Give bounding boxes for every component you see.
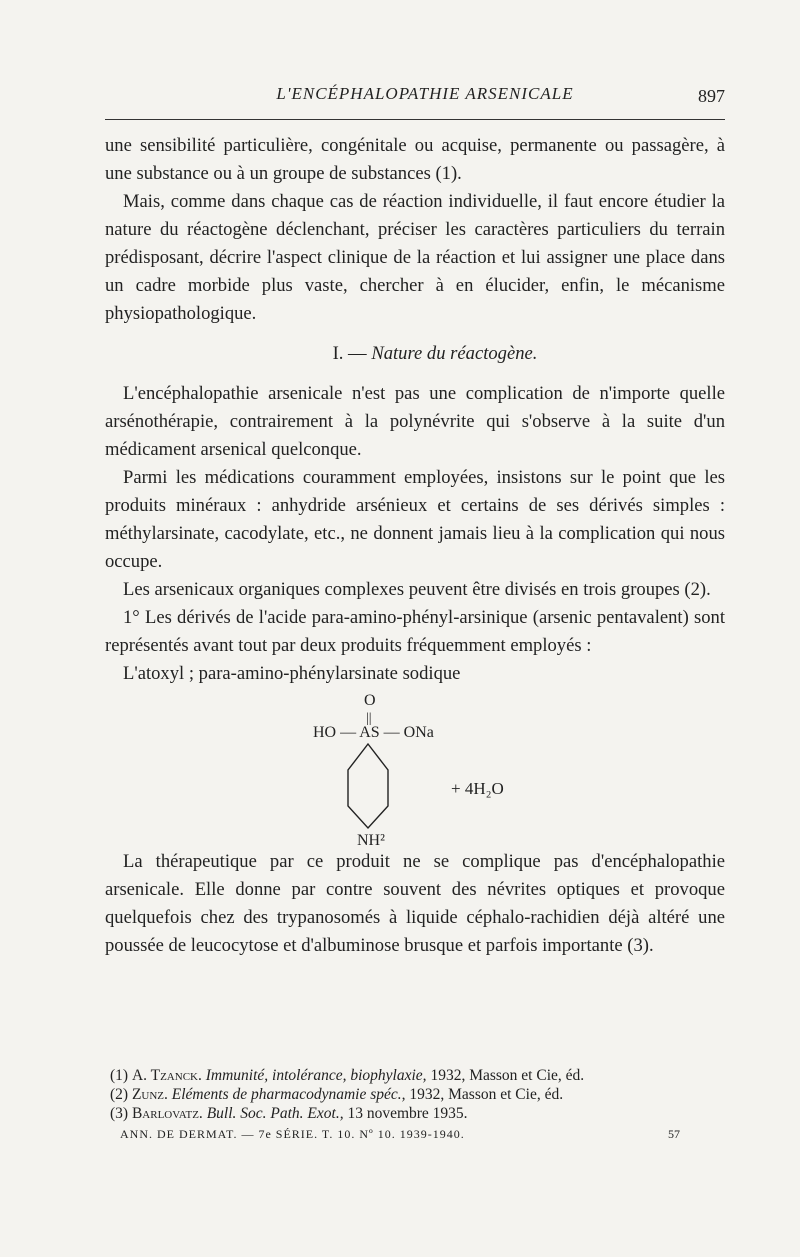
page-number: 897 xyxy=(698,86,725,106)
paragraph: Les arsenicaux organiques complexes peuvent être divisés en trois groupes (2). xyxy=(123,579,711,600)
paragraph: L'atoxyl ; para-amino-phénylarsinate sodique xyxy=(123,663,461,684)
paragraph: L'encéphalopathie arsenicale n'est pas une complication de n'importe quelle arsénothérapie, contrairement à la polynévrite qui s'observe à la suite d'un médicament arsenical quelconque. xyxy=(105,383,725,460)
formula-oxygen: O xyxy=(364,692,376,709)
body-text xyxy=(105,132,725,960)
paragraph: La thérapeutique par ce produit ne se complique pas d'encéphalopathie arsenicale. Elle donne par contre souvent des névrites optiques et provoque quelquefois chez des trypanosomés à liquide céphalo-rachidien déjà altéré une poussée de leucocytose et d'albuminose brusque et parfois importante (3). xyxy=(105,851,725,956)
formula-main-line: HO — AS — ONa xyxy=(313,724,434,741)
paragraph: Parmi les médications couramment employées, insistons sur le point que les produits minéraux : anhydride arsénieux et certains de ses dérivés simples : méthylarsinate, cacodylate, etc., ne donnent jamais lieu à la complication qui nous occupe. xyxy=(105,467,725,572)
header-rule xyxy=(105,119,725,120)
paragraph: Mais, comme dans chaque cas de réaction individuelle, il faut encore étudier la nature du réactogène déclenchant, préciser les caractères particuliers du terrain prédisposant, décrire l'aspect clinique de la réaction et lui assigner une place dans un cadre morbide plus vaste, chercher à en élucider, enfin, le mécanisme physiopathologique. xyxy=(105,191,725,324)
section-title: Nature du réactogène. xyxy=(371,343,538,364)
chemical-formula xyxy=(105,688,725,848)
page-header xyxy=(105,84,725,110)
running-title: L'ENCÉPHALOPATHIE ARSENICALE xyxy=(276,84,574,103)
paragraph-continued: une sensibilité particulière, congénitale ou acquise, permanente ou passagère, à une substance ou à un groupe de substances (1). xyxy=(105,135,725,184)
formula-amine: NH² xyxy=(357,832,385,849)
section-heading xyxy=(105,340,725,368)
footnote: (1) A. Tzanck. Immunité, intolérance, biophylaxie, 1932, Masson et Cie, éd. xyxy=(110,1067,585,1084)
formula-double-bond: || xyxy=(366,711,372,726)
formula-water: + 4H₂O xyxy=(451,779,504,798)
section-number: I. — xyxy=(332,343,367,364)
benzene-ring xyxy=(105,688,725,848)
footnotes xyxy=(110,1066,730,1123)
signature-number: 57 xyxy=(668,1127,680,1141)
footnote: (2) Zunz. Eléments de pharmacodynamie spéc., 1932, Masson et Cie, éd. xyxy=(110,1086,564,1103)
journal-signature-line xyxy=(120,1127,680,1142)
footnote: (3) Barlovatz. Bull. Soc. Path. Exot., 13 novembre 1935. xyxy=(110,1105,468,1122)
journal-reference: ANN. DE DERMAT. — 7e SÉRIE. T. 10. Nº 10. 1939-1940. xyxy=(120,1127,465,1141)
paragraph: 1° Les dérivés de l'acide para-amino-phényl-arsinique (arsenic pentavalent) sont représentés avant tout par deux produits fréquemment employés : xyxy=(105,607,725,656)
